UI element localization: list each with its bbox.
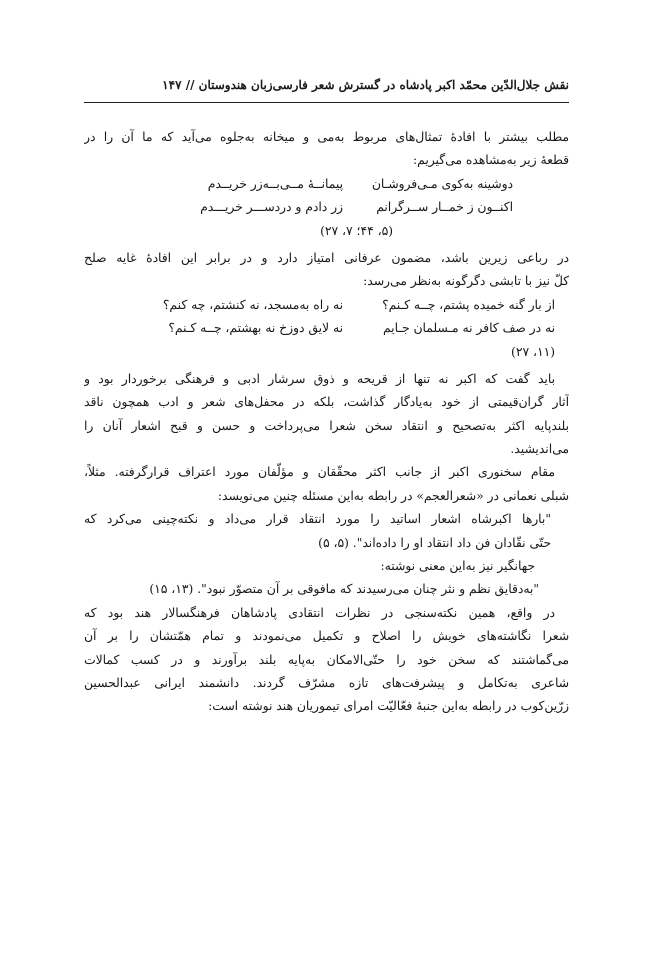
para2-line-2: کلّ نیز با تابشی دگرگونه به‌نظر می‌رسد: [363,274,569,289]
running-header [84,74,569,103]
poem1-couplet-1 [84,173,569,196]
para3-line-2: آثار گران‌قیمتی از خود به‌یادگار گذاشت، بلکه در محفل‌های شعر و ادب همچون ناقد [84,395,569,410]
para3-line-1: باید گفت که اکبر نه تنها از قریحه و ذوق سرشار ادبی و فرهنگی برخوردار بود و [84,371,555,386]
poem2-hemistich-1b: نه راه به‌مسجد، نه کنشتم، چه کنم؟ [162,297,343,312]
poem2-reference: (۱۱، ۲۷) [511,344,555,359]
poem1-reference: (۵، ۴۴؛ ۷، ۲۷) [320,223,393,238]
poem2-hemistich-2a: نه در صف کافر نه مـسلمان جـایم [382,321,555,336]
para5-line-2: شعرا نگاشته‌های خویش را اصلاح و تکمیل می‌نمودند و تمام همّتشان را بر آن [84,629,569,644]
poem2-couplet-2 [84,317,569,340]
poem1-hemistich-1a: دوشینه به‌کوی مـی‌فروشـان [371,176,513,191]
poem1-hemistich-2a: اکنــون ز خمــار ســرگرانم [376,200,513,215]
intro-line-2: قطعهٔ زیر به‌مشاهده می‌گیریم: [413,153,569,168]
poem1-hemistich-1b: پیمانــهٔ مــی‌بــه‌زر خریــدم [207,176,343,191]
para3-line-3: بلندپایه اکثر به‌تصحیح و انتقاد سخن شعرا می‌پرداخت و حسن و قبح اشعار آنان را [84,418,569,433]
para4-line-2: شبلی نعمانی در «شعرالعجم» در رابطه به‌این مسئله چنین می‌نویسد: [217,488,569,503]
page-body [84,126,569,719]
para3-line-4: می‌اندیشید. [510,442,569,457]
para4-line-1: مقام سخنوری اکبر از جانب اکثر محقّقان و مؤلّفان مورد اعتراف قرارگرفته. مثلاً، [84,465,555,480]
quote1-line-2: حتّی نقّادان فن داد انتقاد او را داده‌اند". (۵، ۵) [318,535,551,550]
para5-line-4: شاعری به‌تکامل و پیشرفت‌های تازه مشرّف گردند. دانشمند ایرانی عبدالحسین [84,675,569,690]
intro-line-1: مطلب بیشتر با افادهٔ تمثال‌های مربوط به‌می و میخانه به‌جلوه می‌آید که ما آن را در [84,130,569,144]
poem2-couplet-1 [84,294,569,317]
para2-line-1: در رباعی زیرین باشد، مضمون عرفانی امتیاز دارد و در برابر این افادهٔ غایه صلح [84,250,569,265]
para5-line-3: می‌گماشتند که سخن خود را حتّی‌الامکان به‌پایه بلند برآورند و در کسب کمالات [84,652,569,667]
quote1-line-1: "بارها اکبرشاه اشعار اساتید را مورد انتقاد قرار می‌داد و نکته‌چینی می‌کرد که [84,512,551,527]
jahangir-line: جهانگیر نیز به‌این معنی نوشته: [380,559,535,574]
quote2-line: "به‌دقایق نظم و نثر چنان می‌رسیدند که مافوقی بر آن متصوّر نبود". (۱۳، ۱۵) [149,582,539,597]
para5-line-1: در واقع، همین نکته‌سنجی در نظرات انتقادی پادشاهان فرهنگسالار هند بود که [84,605,555,620]
poem1-couplet-2 [84,196,569,219]
poem2-hemistich-2b: نه لایق دوزخ نه بهشتم، چــه کـنم؟ [168,321,343,336]
poem2-hemistich-1a: از بار گنه خمیده پشتم، چــه کـنم؟ [382,297,555,312]
poem1-hemistich-2b: زر دادم و دردســـر خریـــدم [200,200,343,215]
para5-line-5: زرّین‌کوب در رابطه به‌این جنبهٔ فعّالیّت امرای تیموریان هند نوشته است: [208,699,569,714]
header-title: نقش جلال‌الدّین محمّد اکبر پادشاه در گسترش شعر فارسی‌زبان هندوستان // ۱۴۷ [162,78,569,92]
